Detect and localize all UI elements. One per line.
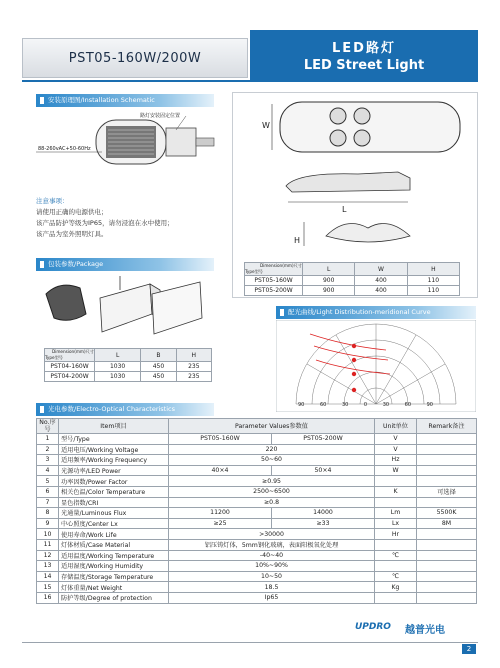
table-cell: 存储温度/Storage Temperature: [59, 571, 169, 582]
table-cell: Hz: [375, 455, 417, 466]
table-cell: ≥0.8: [169, 497, 375, 508]
col-no: No.序号: [37, 419, 59, 434]
dimensions-table: [244, 262, 460, 296]
table-cell: ≥0.95: [169, 476, 375, 487]
table-row: PST05-160W 900 400 110: [245, 276, 460, 286]
model-title: PST05-160W/200W: [68, 50, 202, 66]
table-cell: PST05-200W: [272, 434, 375, 445]
package-drawing: [40, 274, 210, 344]
table-cell: 显色指数/CRI: [59, 497, 169, 508]
table-cell: [417, 465, 477, 476]
table-cell: 光通量/Luminous Flux: [59, 508, 169, 519]
table-cell: ≥25: [169, 518, 272, 529]
table-cell: 1: [37, 434, 59, 445]
footer-divider: [22, 642, 478, 643]
table-cell: 14000: [272, 508, 375, 519]
note-3: 该产品为室外照明灯具。: [36, 230, 108, 238]
dim-label-l: L: [342, 205, 347, 214]
table-row: [37, 592, 477, 603]
table-cell: -40~40: [169, 550, 375, 561]
table-cell: 8M: [417, 518, 477, 529]
table-cell: 型号/Type: [59, 434, 169, 445]
polar-angle-labels: 90 60 30 0 30 60 90: [298, 402, 433, 408]
col-remark: Remark备注: [417, 419, 477, 434]
table-cell: 16: [37, 592, 59, 603]
dim-col-l: L: [303, 263, 355, 276]
electro-table-body: [37, 434, 477, 604]
note-1: 请使用正确的电源供电；: [36, 208, 108, 216]
table-cell: 18.5: [169, 582, 375, 593]
table-cell: 5: [37, 476, 59, 487]
table-cell: 40×4: [169, 465, 272, 476]
table-cell: 10%~90%: [169, 561, 375, 572]
notes-block: [36, 196, 174, 240]
brand-name-cn: 越普光电: [405, 625, 445, 636]
table-cell: 8: [37, 508, 59, 519]
table-cell: [417, 539, 477, 550]
table-cell: 功率因数/Power Factor: [59, 476, 169, 487]
table-cell: 14: [37, 571, 59, 582]
dimension-drawing: [238, 98, 474, 248]
table-row: [37, 486, 477, 497]
table-cell: [417, 571, 477, 582]
table-cell: [417, 592, 477, 603]
table-cell: 3: [37, 455, 59, 466]
table-row: [37, 455, 477, 466]
table-cell: Lm: [375, 508, 417, 519]
table-row: PST04-160W 1030 450 235: [45, 362, 212, 372]
table-cell: 7: [37, 497, 59, 508]
pkg-col-b: B: [141, 349, 176, 362]
install-section-title: 安装原理图/Installation Schematic: [36, 94, 214, 107]
table-cell: 5500K: [417, 508, 477, 519]
table-cell: 2500~6500: [169, 486, 375, 497]
table-cell: 灯体材质/Case Material: [59, 539, 169, 550]
table-cell: K: [375, 486, 417, 497]
dim-col-h: H: [407, 263, 459, 276]
table-cell: 适用温度/Working Temperature: [59, 550, 169, 561]
electro-section-title: 光电参数/Electro-Optical Characteristics: [36, 403, 214, 416]
table-cell: 中心照度/Center Lx: [59, 518, 169, 529]
table-row: [37, 582, 477, 593]
dim-label-h: H: [294, 236, 301, 245]
table-cell: Kg: [375, 582, 417, 593]
table-row: [37, 529, 477, 540]
table-cell: Hr: [375, 529, 417, 540]
col-param: Parameter Values参数值: [169, 419, 375, 434]
table-cell: ≥33: [272, 518, 375, 529]
pkg-col-h: H: [176, 349, 211, 362]
table-cell: >30000: [169, 529, 375, 540]
table-row: PST04-200W 1030 450 235: [45, 372, 212, 382]
table-cell: 可选择: [417, 486, 477, 497]
table-cell: 11: [37, 539, 59, 550]
dim-col-w: W: [355, 263, 407, 276]
pkg-table-corner: Dimension(mm)尺寸 Type型号: [45, 349, 94, 360]
table-cell: 11200: [169, 508, 272, 519]
table-cell: [375, 592, 417, 603]
brand-logo: UPDRO: [355, 622, 391, 632]
table-cell: ℃: [375, 550, 417, 561]
table-cell: 9: [37, 518, 59, 529]
install-callout: 路灯安装固定位置: [140, 113, 181, 119]
table-cell: 6: [37, 486, 59, 497]
polar-light-distribution-chart: [276, 320, 476, 412]
table-row: [37, 476, 477, 487]
table-cell: 10~50: [169, 571, 375, 582]
table-cell: [417, 497, 477, 508]
table-row: [37, 571, 477, 582]
product-title-en: LED Street Light: [303, 58, 425, 73]
table-cell: Lx: [375, 518, 417, 529]
table-row: [37, 550, 477, 561]
table-row: [37, 465, 477, 476]
table-cell: 铝压铸灯体，5mm钢化玻璃，表面阳极氧化处理: [169, 539, 375, 550]
page-number: 2: [462, 644, 476, 654]
table-row: [37, 539, 477, 550]
table-cell: 15: [37, 582, 59, 593]
table-row: [37, 518, 477, 529]
product-title-cn: LED路灯: [332, 41, 396, 56]
table-cell: [417, 434, 477, 445]
table-cell: [417, 561, 477, 572]
table-cell: [375, 561, 417, 572]
table-cell: V: [375, 444, 417, 455]
electro-optical-table: [36, 418, 477, 604]
table-cell: 使用寿命/Work Life: [59, 529, 169, 540]
table-cell: 10: [37, 529, 59, 540]
table-cell: 12: [37, 550, 59, 561]
table-cell: 防护等级/Degree of protection: [59, 592, 169, 603]
table-cell: 适用湿度/Working Humidity: [59, 561, 169, 572]
table-row: [37, 561, 477, 572]
product-title-block: [250, 30, 478, 80]
table-row: PST05-200W 900 400 110: [245, 286, 460, 296]
table-cell: Ip65: [169, 592, 375, 603]
table-cell: PST05-160W: [169, 434, 272, 445]
notes-title: 注意事项：: [36, 197, 69, 205]
voltage-label: 88-260vAC+50-60Hz: [38, 146, 91, 152]
light-dist-section-title: 配光曲线/Light Distribution-meridional Curve: [276, 306, 476, 319]
table-cell: [417, 582, 477, 593]
table-cell: [375, 539, 417, 550]
table-row: [37, 508, 477, 519]
model-header: [22, 38, 248, 78]
package-table: [44, 348, 212, 382]
table-cell: 相关色温/Color Temperature: [59, 486, 169, 497]
table-cell: 4: [37, 465, 59, 476]
table-cell: 适用频率/Working Frequency: [59, 455, 169, 466]
table-cell: [417, 444, 477, 455]
table-cell: 光源功率/LED Power: [59, 465, 169, 476]
col-unit: Unit单位: [375, 419, 417, 434]
table-row: [37, 444, 477, 455]
table-cell: [417, 455, 477, 466]
table-cell: 50~60: [169, 455, 375, 466]
col-item: Item项目: [59, 419, 169, 434]
table-cell: [417, 476, 477, 487]
table-cell: [417, 550, 477, 561]
dim-table-corner: Dimension(mm)尺寸 Type型号: [245, 263, 302, 274]
table-cell: W: [375, 465, 417, 476]
table-cell: 灯体重量/Net Weight: [59, 582, 169, 593]
table-cell: [417, 529, 477, 540]
table-cell: 2: [37, 444, 59, 455]
table-row: [37, 434, 477, 445]
package-section-title: 包装参数/Package: [36, 258, 214, 271]
table-cell: 50×4: [272, 465, 375, 476]
table-cell: [375, 476, 417, 487]
note-2: 该产品防护等级为IP65，请勿浸泡在水中使用；: [36, 219, 174, 227]
table-cell: V: [375, 434, 417, 445]
table-row: [37, 497, 477, 508]
table-cell: ℃: [375, 571, 417, 582]
header-divider: [22, 80, 478, 82]
pkg-col-l: L: [95, 349, 141, 362]
table-cell: 适用电压/Working Voltage: [59, 444, 169, 455]
dim-label-w: W: [262, 121, 270, 130]
table-cell: 13: [37, 561, 59, 572]
table-cell: [375, 497, 417, 508]
table-cell: 220: [169, 444, 375, 455]
